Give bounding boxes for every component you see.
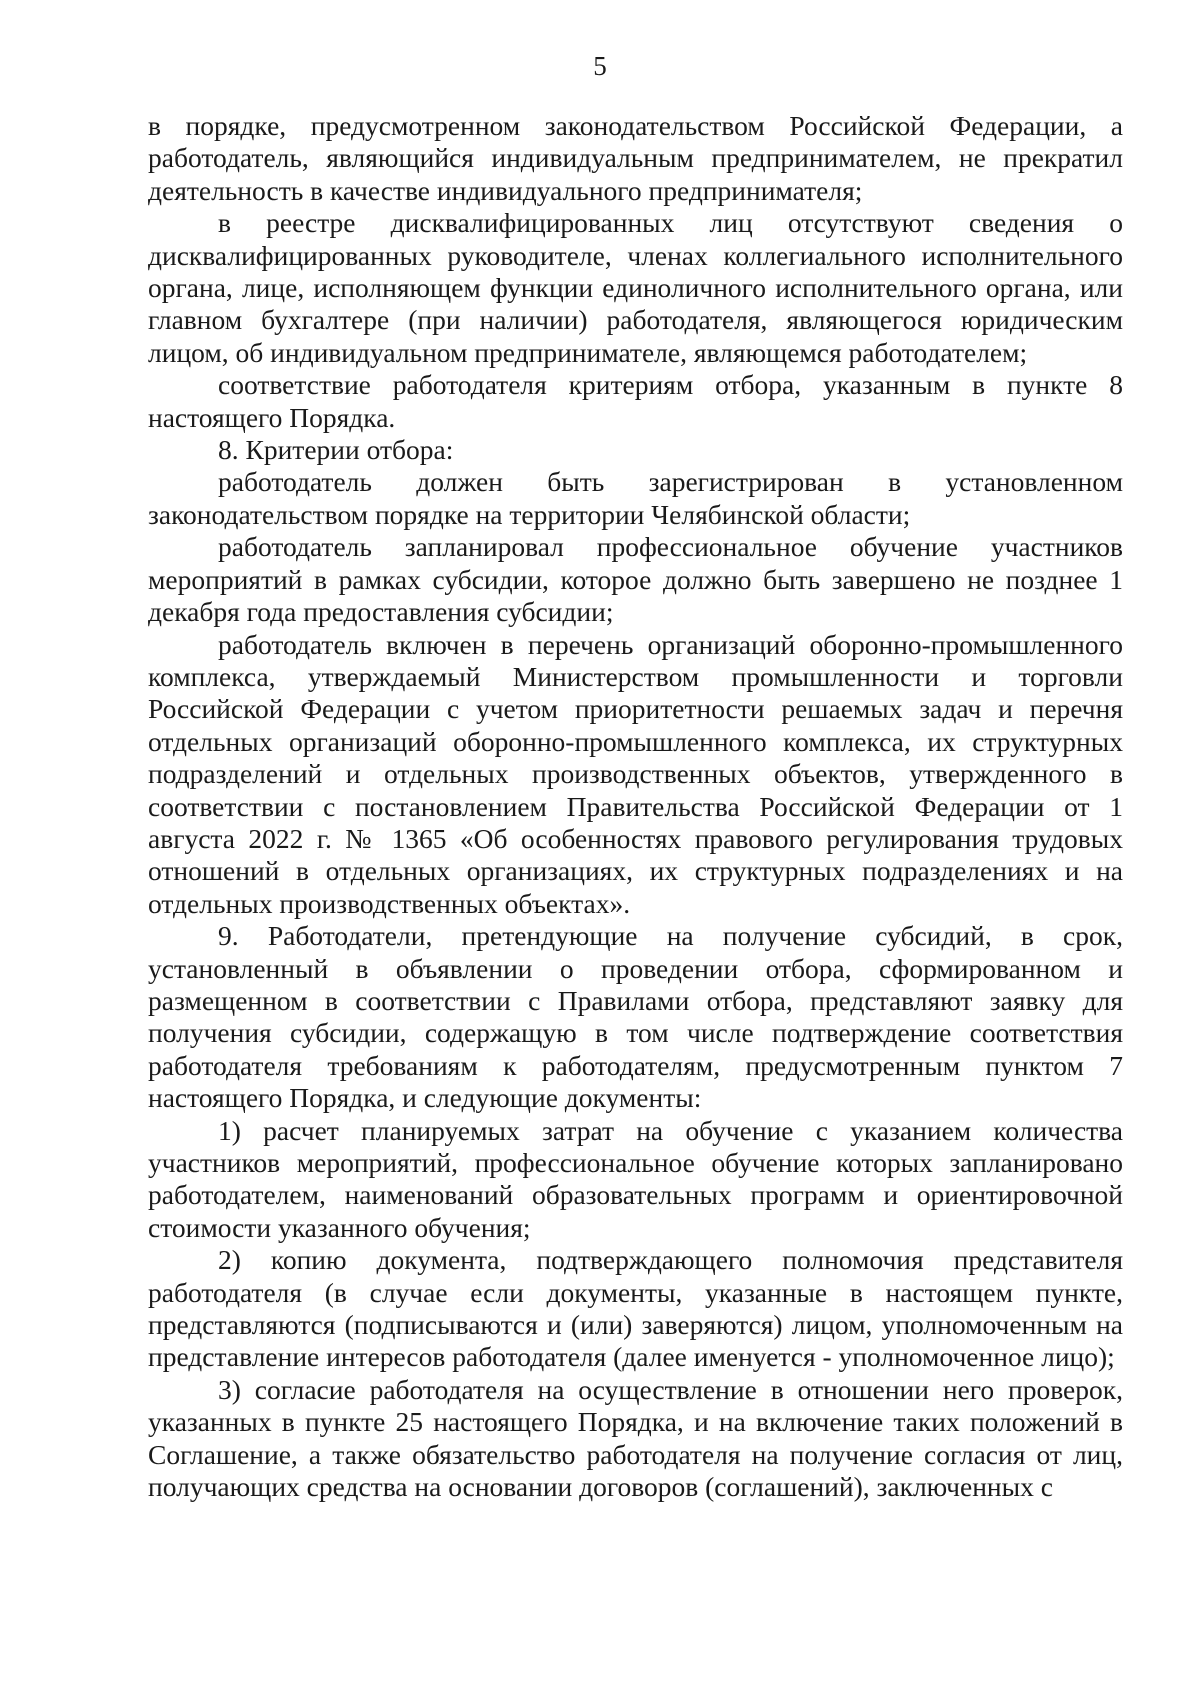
paragraph-continuation: в порядке, предусмотренном законодательством Российской Федерации, а работодатель, являющийся индивидуальным предпринимателем, не прекратил деятельность в качестве индивидуального предпринимателя; [148, 110, 1123, 206]
paragraph-section-9: 9. Работодатели, претендующие на получение субсидий, в срок, установленный в объявлении о проведении отбора, сформированном и размещенном в соответствии с Правилами отбора, представляют заявку для получения субсидии, содержащую в том числе подтверждение соответствия работодателя требованиям к работодателям, предусмотренным пунктом 7 настоящего Порядка, и следующие документы: [148, 920, 1123, 1114]
document-body [148, 110, 1123, 1503]
page-number: 5 [593, 51, 607, 81]
list-item-2: 2) копию документа, подтверждающего полномочия представителя работодателя (в случае если документы, указанные в настоящем пункте, представляются (подписываются и (или) заверяются) лицом, уполномоченным на представление интересов работодателя (далее именуется - уполномоченное лицо); [148, 1244, 1123, 1373]
list-item-1: 1) расчет планируемых затрат на обучение с указанием количества участников мероприятий, профессиональное обучение которых запланировано работодателем, наименований образовательных программ и ориентировочной стоимости указанного обучения; [148, 1114, 1123, 1243]
paragraph-selection-criteria-compliance: соответствие работодателя критериям отбора, указанным в пункте 8 настоящего Порядка. [148, 369, 1123, 433]
paragraph-defense-industry-criterion: работодатель включен в перечень организаций оборонно-промышленного комплекса, утверждаемый Министерством промышленности и торговли Российской Федерации с учетом приоритетности решаемых задач и перечня отдельных организаций оборонно-промышленного комплекса, их структурных подразделений и отдельных производственных объектов, утвержденного в соответствии с постановлением Правительства Российской Федерации от 1 августа 2022 г. № 1365 «Об особенностях правового регулирования трудовых отношений в отдельных организациях, их структурных подразделениях и на отдельных производственных объектах». [148, 628, 1123, 919]
paragraph-registration-criterion: работодатель должен быть зарегистрирован в установленном законодательством порядке на территории Челябинской области; [148, 466, 1123, 530]
paragraph-section-8-heading: 8. Критерии отбора: [218, 434, 454, 466]
list-item-3: 3) согласие работодателя на осуществление в отношении него проверок, указанных в пункте 25 настоящего Порядка, и на включение таких положений в Соглашение, а также обязательство работодателя на получение согласия от лиц, получающих средства на основании договоров (соглашений), заключенных с [148, 1373, 1123, 1503]
paragraph-disqualified-registry: в реестре дисквалифицированных лиц отсутствуют сведения о дисквалифицированных руководителе, членах коллегиального исполнительного органа, лице, исполняющем функции единоличного исполнительного органа, или главном бухгалтере (при наличии) работодателя, являющегося юридическим лицом, об индивидуальном предпринимателе, являющемся работодателем; [148, 207, 1123, 368]
paragraph-training-criterion: работодатель запланировал профессиональное обучение участников мероприятий в рамках субсидии, которое должно быть завершено не позднее 1 декабря года предоставления субсидии; [148, 531, 1123, 628]
